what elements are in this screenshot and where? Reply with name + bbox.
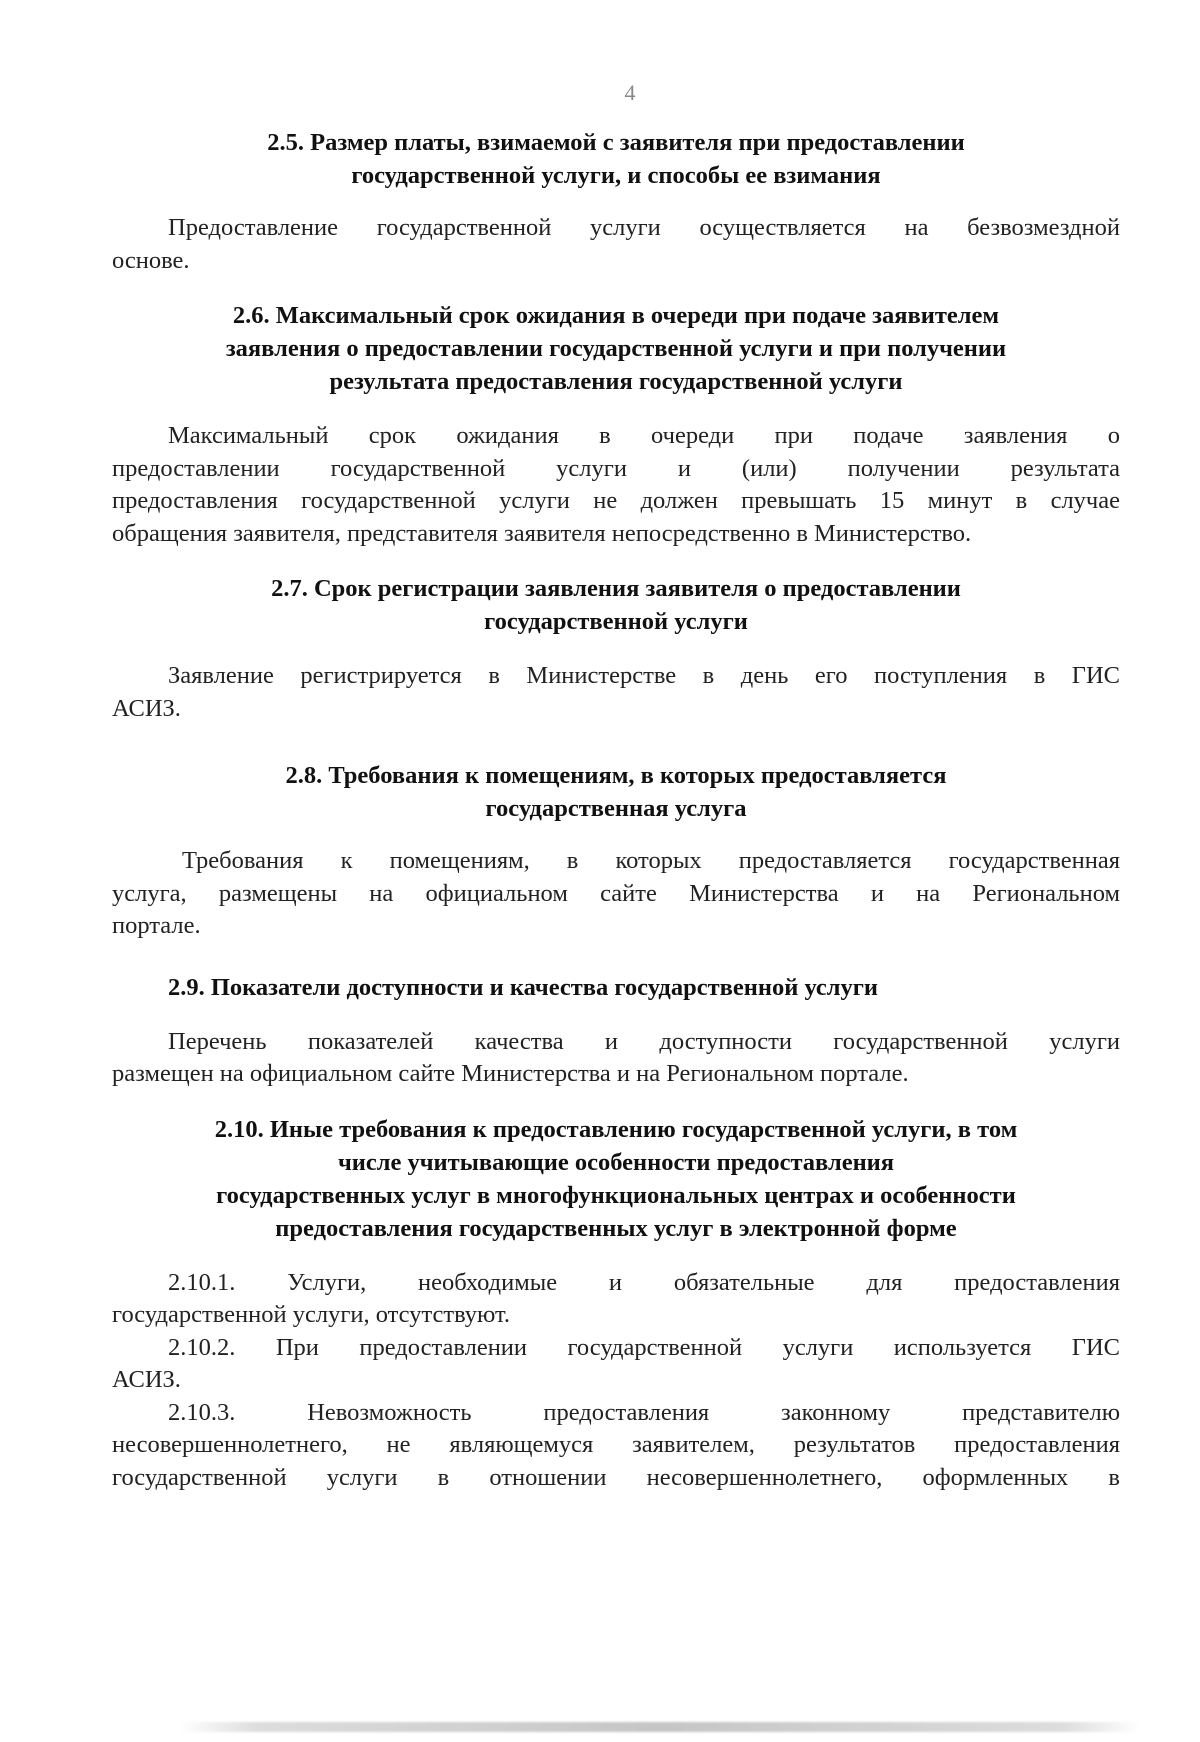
paragraph-line: услуга, размещены на официальном сайте Министерства и на Региональном — [112, 879, 1120, 907]
paragraph — [112, 1397, 1120, 1495]
paragraph — [112, 1267, 1120, 1332]
section-2-7 — [112, 572, 1120, 725]
paragraph — [112, 212, 1120, 277]
heading-line: государственной услуги — [484, 608, 748, 635]
paragraph-line: государственной услуги, отсутствуют. — [112, 1301, 511, 1328]
heading-line: предоставления государственных услуг в электронной форме — [275, 1214, 957, 1242]
section-heading — [112, 1113, 1120, 1245]
paragraph-line: размещен на официальном сайте Министерства и на Региональном портале. — [112, 1060, 909, 1087]
paragraph-line: Заявление регистрируется в Министерстве в день его поступления в ГИС — [168, 662, 1120, 689]
section-heading — [112, 299, 1120, 398]
paragraph-line: Предоставление государственной услуги осуществляется на безвозмездной — [168, 214, 1120, 241]
heading-line: заявления о предоставлении государственной услуги и при получении — [225, 335, 1007, 362]
paragraph-line: 2.10.2. При предоставлении государственной услуги используется ГИС — [168, 1333, 1120, 1361]
paragraph-line: Максимальный срок ожидания в очереди при подаче заявления о — [168, 422, 1120, 449]
paragraph — [112, 1332, 1120, 1397]
paragraph-line: основе. — [112, 246, 190, 274]
paragraph-line: государственной услуги в отношении несовершеннолетнего, оформленных в — [112, 1463, 1120, 1491]
heading-line: 2.10. Иные требования к предоставлению государственной услуги, в том — [214, 1115, 1018, 1143]
heading-line: числе учитывающие особенности предоставления — [337, 1148, 895, 1176]
heading-line: результата предоставления государственной услуги — [329, 368, 903, 395]
heading-line: 2.6. Максимальный срок ожидания в очереди при подаче заявителем — [232, 302, 1000, 329]
section-heading — [112, 759, 1120, 825]
heading-line: 2.9. Показатели доступности и качества государственной услуги — [168, 973, 879, 1001]
paragraph-line: 2.10.1. Услуги, необходимые и обязательные для предоставления — [168, 1268, 1120, 1296]
paragraph-line: Перечень показателей качества и доступности государственной услуги — [168, 1027, 1120, 1055]
paragraph-line: АСИЗ. — [112, 694, 181, 722]
section-heading — [112, 971, 1120, 1004]
section-2-6 — [112, 299, 1120, 550]
heading-line: 2.7. Срок регистрации заявления заявителя о предоставлении — [271, 575, 961, 602]
heading-line: государственных услуг в многофункциональных центрах и особенности — [216, 1181, 1016, 1209]
section-2-10 — [112, 1113, 1120, 1495]
heading-line: 2.5. Размер платы, взимаемой с заявителя при предоставлении — [267, 129, 965, 156]
heading-line: 2.8. Требования к помещениям, в которых предоставляется — [285, 762, 947, 789]
paragraph-line: портале. — [112, 912, 201, 939]
scan-edge-artifact — [180, 1722, 1140, 1732]
heading-line: государственная услуга — [485, 795, 747, 822]
paragraph-line: 2.10.3. Невозможность предоставления законному представителю — [168, 1398, 1120, 1426]
document-content — [112, 126, 1120, 1494]
section-heading — [112, 572, 1120, 638]
section-2-9 — [112, 971, 1120, 1091]
page-number: 4 — [624, 80, 636, 105]
paragraph-line: предоставления государственной услуги не должен превышать 15 минут в случае — [112, 487, 1120, 514]
section-heading — [112, 126, 1120, 192]
paragraph-line: Требования к помещениям, в которых предоставляется государственная — [182, 847, 1120, 874]
paragraph-line: предоставлении государственной услуги и (или) получении результата — [112, 454, 1120, 482]
paragraph — [112, 1026, 1120, 1091]
paragraph-line: обращения заявителя, представителя заявителя непосредственно в Министерство. — [112, 519, 972, 547]
paragraph — [112, 420, 1120, 550]
paragraph-line: несовершеннолетнего, не являющемуся заявителем, результатов предоставления — [112, 1431, 1120, 1458]
paragraph — [112, 845, 1120, 943]
section-2-8 — [112, 759, 1120, 943]
heading-line: государственной услуги, и способы ее взимания — [351, 162, 881, 189]
paragraph — [112, 660, 1120, 725]
section-2-5 — [112, 126, 1120, 277]
paragraph-line: АСИЗ. — [112, 1366, 181, 1393]
